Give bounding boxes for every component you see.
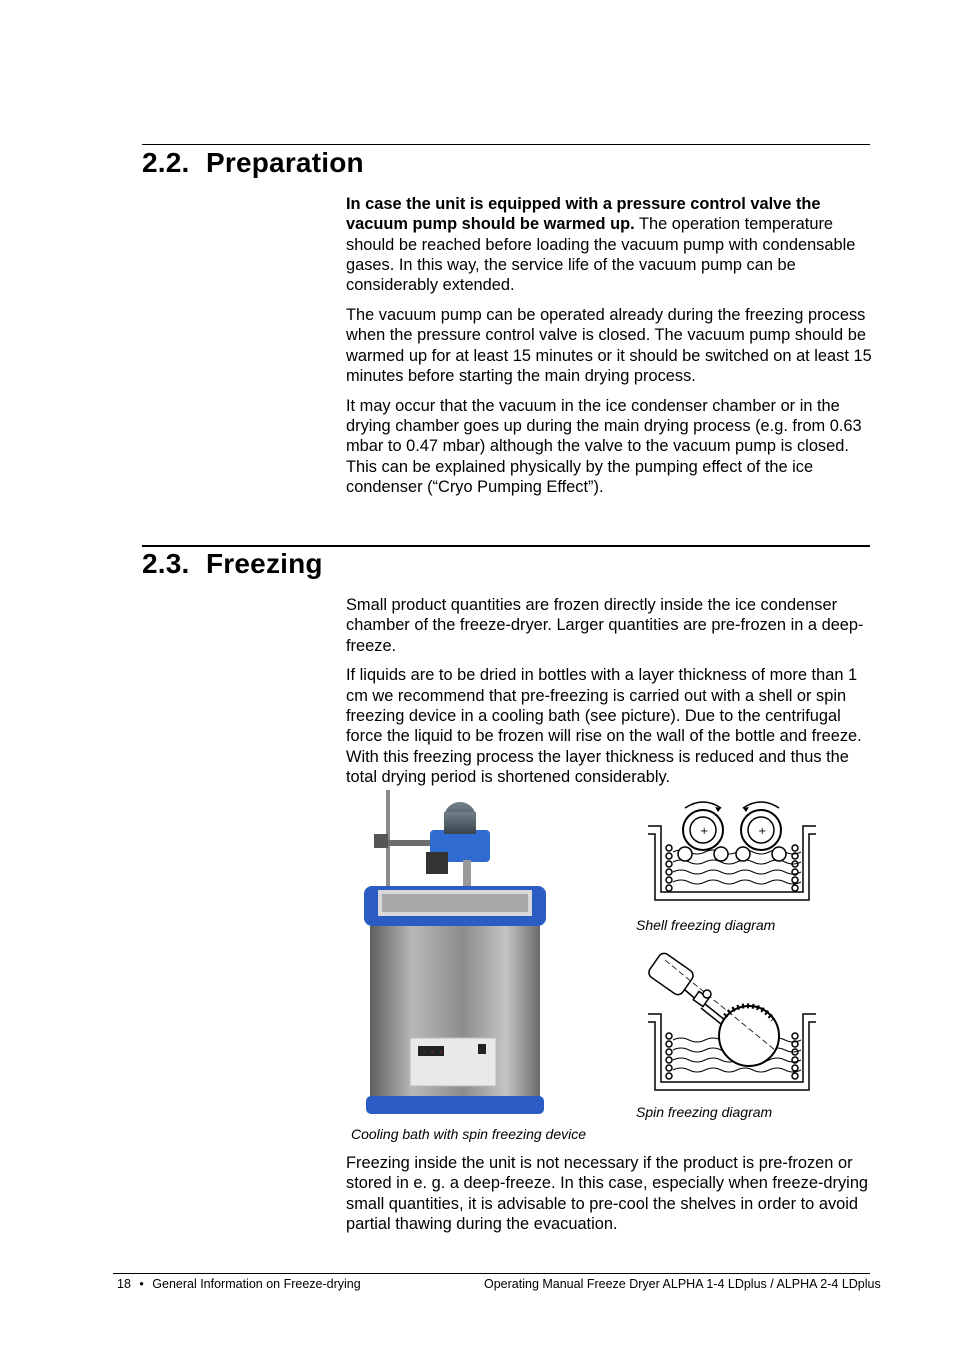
heading-number: 2.3. [142,548,190,579]
footer-chapter: General Information on Freeze-drying [152,1277,361,1291]
heading-freezing [142,548,323,580]
paragraph: Small product quantities are frozen directly inside the ice condenser chamber of the freeze-dryer. Larger quantities are pre-frozen in a deep-freeze. [346,596,864,655]
footer-bullet: • [139,1277,144,1291]
preparation-body [346,194,878,507]
paragraph-text: The operation temperature should be reached before loading the vacuum pump with condensable gases. In this way, the service life of the vacuum pump can be considerably extended. [346,215,856,295]
paragraph: Freezing inside the unit is not necessary if the product is pre-frozen or stored in e. g. a deep-freeze. In this case, especially when freeze-drying small quantities, it is advisable to pre-cool the shelves in order to avoid partial thawing during the evacuation. [346,1154,869,1233]
heading-title: Preparation [206,147,364,178]
footer-rule [113,1273,870,1274]
paragraph: It may occur that the vacuum in the ice condenser chamber or in the drying chamber goes up during the main drying process (e.g. from 0.63 mbar to 0.47 mbar) although the valve to the vacuum pump is closed. This can be explained physically by the pumping effect of the ice condenser (“Cryo Pumping Effect”). [346,396,862,496]
paragraph [346,194,878,295]
freezing-body [346,595,878,797]
shell-freezing-diagram [645,800,820,912]
svg-text:+: + [758,826,767,837]
paragraph: The vacuum pump can be operated already during the freezing process when the pressure control valve is closed. The vacuum pump should be warmed up for at least 15 minutes or it should be switched on at least 15 minutes before starting the main drying process. [346,305,872,385]
cooling-bath-photo [360,790,550,1120]
footer-left [117,1277,361,1291]
paragraph: If liquids are to be dried in bottles with a layer thickness of more than 1 cm we recommend that pre-freezing is carried out with a shell or spin freezing device in a cooling bath (see picture). Due to the centrifugal force the liquid to be frozen will rise on the wall of the bottle and freeze. With this freezing process the layer thickness is reduced and thus the total drying period is shortened considerably. [346,666,862,786]
section-rule-preparation [142,144,870,145]
photo-caption: Cooling bath with spin freezing device [351,1126,587,1142]
freezing-closing [346,1153,878,1244]
paragraph-lead: In case the unit is equipped with a pressure control valve the vacuum pump should be warmed up. [346,195,821,234]
heading-title: Freezing [206,548,323,579]
shell-caption: Shell freezing diagram [636,917,776,933]
heading-number: 2.2. [142,147,190,178]
svg-text:- - -: - - - [422,1048,444,1056]
heading-preparation [142,147,364,179]
svg-text:+: + [700,826,709,837]
spin-freezing-diagram [645,950,820,1100]
section-rule-freezing [142,545,870,547]
footer-manual: Operating Manual Freeze Dryer ALPHA 1-4 LDplus / ALPHA 2-4 LDplus [484,1277,881,1291]
page-number: 18 [117,1277,131,1291]
spin-caption: Spin freezing diagram [636,1104,773,1120]
